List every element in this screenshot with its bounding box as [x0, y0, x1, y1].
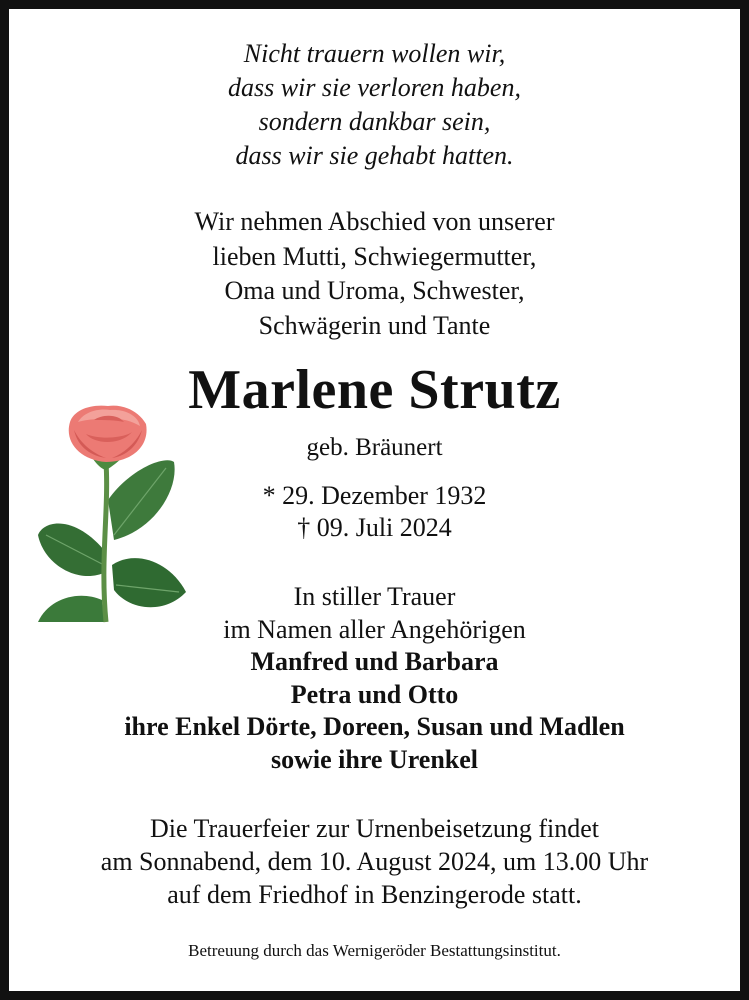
- mourning-text: [0, 580, 749, 646]
- undertaker-credit: Betreuung durch das Wernigeröder Bestattungsinstitut.: [188, 941, 561, 960]
- intro-line: Schwägerin und Tante: [258, 310, 491, 340]
- ceremony-line: am Sonnabend, dem 10. August 2024, um 13.00 Uhr: [100, 847, 649, 876]
- birth-date: * 29. Dezember 1932: [262, 481, 487, 510]
- family-line: Petra und Otto: [290, 679, 459, 709]
- intro-line: Oma und Uroma, Schwester,: [224, 276, 525, 305]
- farewell-intro: [0, 205, 749, 343]
- intro-line: lieben Mutti, Schwiegermutter,: [212, 241, 537, 271]
- family-members: [0, 646, 749, 776]
- poem-line: Nicht trauern wollen wir,: [243, 39, 506, 68]
- poem-line: sondern dankbar sein,: [258, 107, 491, 136]
- family-line: ihre Enkel Dörte, Doreen, Susan und Madlen: [124, 712, 625, 741]
- deceased-name: Marlene Strutz: [188, 359, 561, 421]
- poem-line: dass wir sie gehabt hatten.: [235, 141, 514, 170]
- ceremony-line: Die Trauerfeier zur Urnenbeisetzung findet: [149, 814, 600, 843]
- poem-line: dass wir sie verloren haben,: [228, 73, 521, 102]
- ceremony-info: [0, 812, 749, 911]
- ceremony-line: auf dem Friedhof in Benzingerode statt.: [167, 880, 582, 909]
- maiden-name: geb. Bräunert: [306, 434, 443, 461]
- family-line: sowie ihre Urenkel: [270, 744, 479, 774]
- intro-line: Wir nehmen Abschied von unserer: [194, 207, 555, 236]
- mourning-line: im Namen aller Angehörigen: [223, 615, 526, 644]
- mourning-line: In stiller Trauer: [293, 582, 456, 611]
- poem-verse: [0, 37, 749, 173]
- death-date: † 09. Juli 2024: [297, 513, 452, 542]
- family-line: Manfred und Barbara: [250, 647, 499, 676]
